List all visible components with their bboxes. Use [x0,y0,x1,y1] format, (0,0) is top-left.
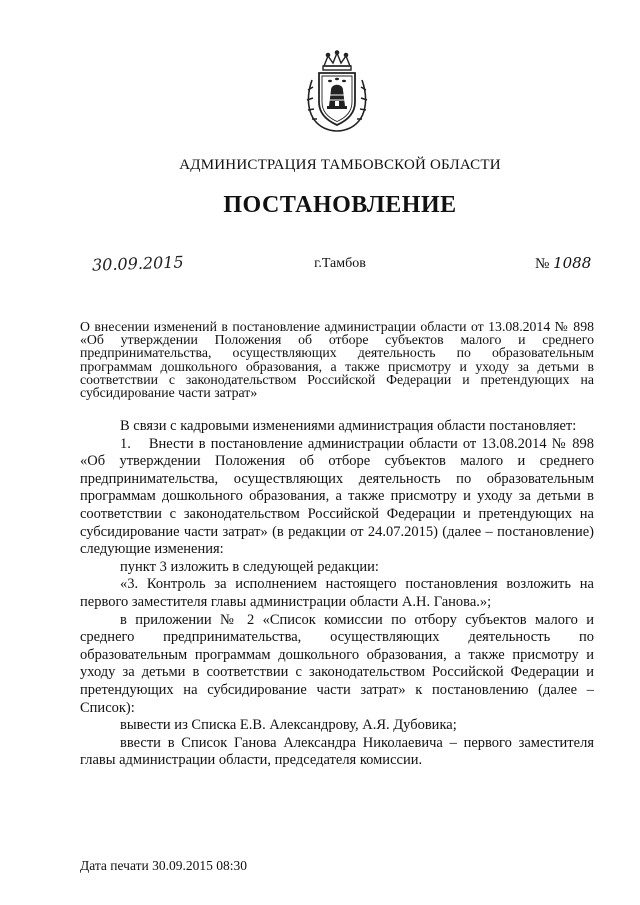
item-1-text: Внести в постановление администрации области от 13.08.2014 № 898 «Об утверждении Положения об отборе субъектов малого и среднего предпринимательства, осуществляющих деятельность по образовательным программам дошкольного образования, а также присмотру и уходу за детьми в соответствии с законодательством Российской Федерации и претендующих на субсидирование части затрат» (в редакции от 24.07.2015) (далее – постановление) следующие изменения: [80,435,594,558]
document-number [535,254,591,273]
coat-of-arms-icon [302,50,372,132]
item-1-number: 1. [120,435,131,452]
print-date: Дата печати 30.09.2015 08:30 [80,858,247,873]
document-type: ПОСТАНОВЛЕНИЕ [223,192,457,218]
paragraph-2: пункт 3 изложить в следующей редакции: [120,558,379,575]
paragraph-4: в приложении № 2 «Список комиссии по отбору субъектов малого и среднего предпринимательства, осуществляющих деятельность по образовательным программам дошкольного образования, а также присмотру и уходу за детьми в соответствии с законодательством Российской Федерации и претендующих на субсидирование части затрат» к постановлению (далее – Список): [80,611,594,716]
organization-title: АДМИНИСТРАЦИЯ ТАМБОВСКОЙ ОБЛАСТИ [179,157,501,173]
number-value: 1088 [553,254,592,272]
paragraph-5: вывести из Списка Е.В. Александрову, А.Я. Дубовика; [120,717,457,734]
paragraph-3: «3. Контроль за исполнением настоящего постановления возложить на первого заместителя главы администрации области А.Н. Ганова.»; [80,576,594,610]
document-date: 30.09.2015 [91,252,184,275]
document-subject: О внесении изменений в постановление администрации области от 13.08.2014 № 898 «Об утверждении Положения об отборе субъектов малого и среднего предпринимательства, осуществляющих деятельность по образовательным программам дошкольного образования, а также присмотру и уходу за детьми в соответствии с законодательством Российской Федерации и претендующих на субсидирование части затрат» [80,319,594,401]
paragraph-6: ввести в Список Ганова Александра Николаевича – первого заместителя главы администрации области, председателя комиссии. [80,734,594,769]
number-label: № [535,256,550,272]
preamble-paragraph: В связи с кадровыми изменениями администрация области постановляет: [120,418,577,434]
document-body [80,418,594,770]
item-1-paragraph [80,436,594,559]
document-place: г.Тамбов [314,256,366,271]
